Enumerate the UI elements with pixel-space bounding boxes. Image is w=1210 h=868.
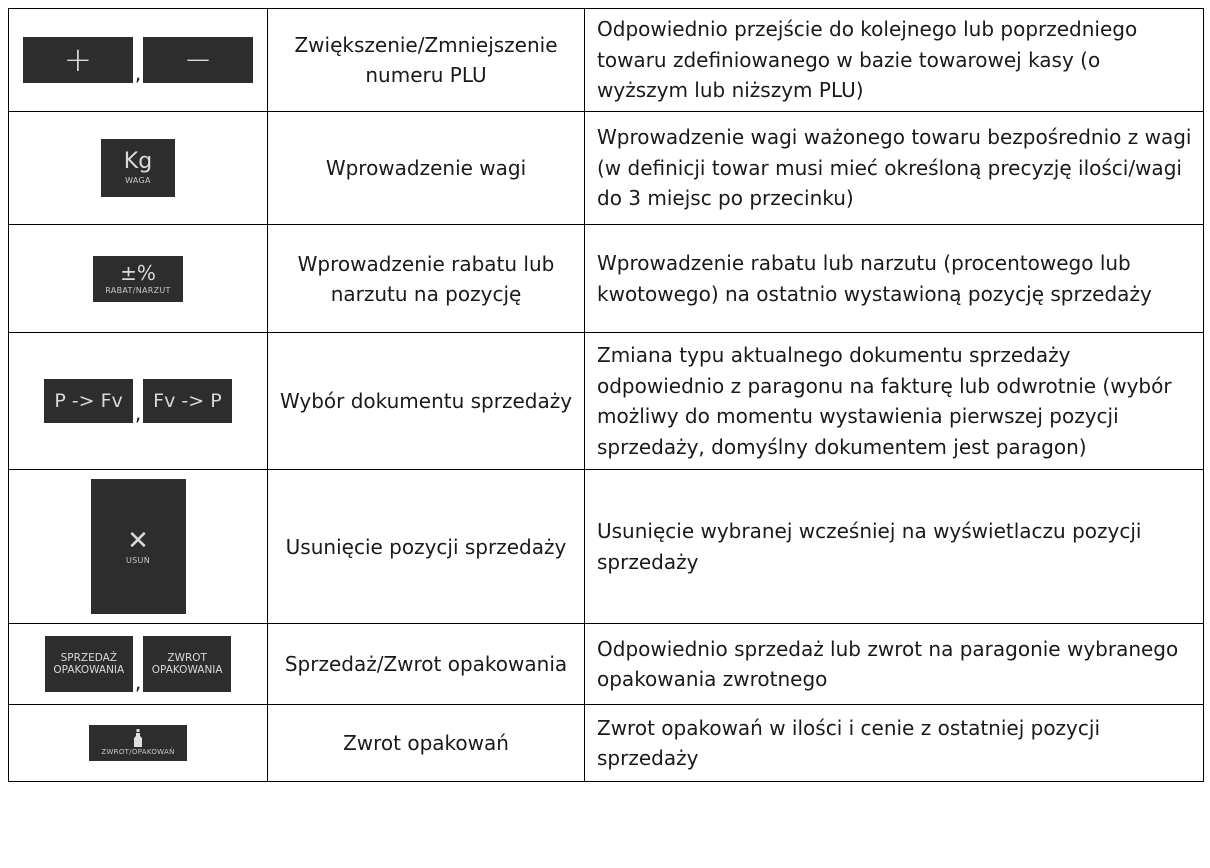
table-row xyxy=(9,112,1204,225)
packages-return-sublabel: ZWROT/OPAKOWAŃ xyxy=(101,748,175,756)
function-cell: Wybór dokumentu sprzedaży xyxy=(268,333,585,470)
table-row xyxy=(9,705,1204,782)
key-cell xyxy=(9,225,268,333)
key-cell xyxy=(9,112,268,225)
invoice-to-receipt-key[interactable]: Fv -> P xyxy=(143,379,232,423)
description-cell: Wprowadzenie wagi ważonego towaru bezpośrednio z wagi (w definicji towar musi mieć określoną precyzję ilości/wagi do 3 miejsc po przecinku) xyxy=(585,112,1204,225)
key-separator: , xyxy=(134,61,142,85)
table-row xyxy=(9,333,1204,470)
return-package-line1: ZWROT xyxy=(167,652,207,664)
description-cell: Odpowiednio sprzedaż lub zwrot na paragonie wybranego opakowania zwrotnego xyxy=(585,624,1204,705)
bottle-icon xyxy=(133,729,143,747)
function-cell: Usunięcie pozycji sprzedaży xyxy=(268,470,585,624)
key-cell xyxy=(9,9,268,112)
delete-key-sublabel: USUŃ xyxy=(126,555,150,565)
key-functions-table xyxy=(8,8,1204,782)
return-package-key[interactable] xyxy=(143,636,231,692)
table-row xyxy=(9,225,1204,333)
function-cell: Zwrot opakowań xyxy=(268,705,585,782)
close-icon: ✕ xyxy=(127,525,149,556)
function-cell: Wprowadzenie wagi xyxy=(268,112,585,225)
minus-key[interactable] xyxy=(143,37,253,83)
description-cell: Wprowadzenie rabatu lub narzutu (procentowego lub kwotowego) na ostatnio wystawioną pozycję sprzedaży xyxy=(585,225,1204,333)
receipt-to-invoice-key[interactable]: P -> Fv xyxy=(44,379,133,423)
table-row xyxy=(9,470,1204,624)
function-cell: Sprzedaż/Zwrot opakowania xyxy=(268,624,585,705)
return-package-line2: OPAKOWANIA xyxy=(151,664,223,676)
sell-package-line2: OPAKOWANIA xyxy=(53,664,125,676)
key-cell xyxy=(9,624,268,705)
description-cell: Odpowiednio przejście do kolejnego lub poprzedniego towaru zdefiniowanego w bazie towarowej kasy (o wyższym lub niższym PLU) xyxy=(585,9,1204,112)
sell-package-key[interactable] xyxy=(45,636,133,692)
weight-key[interactable] xyxy=(101,139,175,197)
key-separator: , xyxy=(134,401,142,425)
key-cell xyxy=(9,705,268,782)
description-cell: Zwrot opakowań w ilości i cenie z ostatniej pozycji sprzedaży xyxy=(585,705,1204,782)
discount-key[interactable] xyxy=(93,256,183,302)
plus-key[interactable] xyxy=(23,37,133,83)
delete-key[interactable] xyxy=(91,479,186,614)
key-separator: , xyxy=(134,670,142,694)
description-cell: Usunięcie wybranej wcześniej na wyświetlaczu pozycji sprzedaży xyxy=(585,470,1204,624)
table-row xyxy=(9,624,1204,705)
discount-key-sublabel: RABAT/NARZUT xyxy=(105,285,171,295)
function-cell: Wprowadzenie rabatu lub narzutu na pozycję xyxy=(268,225,585,333)
weight-key-glyph: Kg xyxy=(123,149,153,174)
description-cell: Zmiana typu aktualnego dokumentu sprzedaży odpowiednio z paragonu na fakturę lub odwrotnie (wybór możliwy do momentu wystawienia pierwszej pozycji sprzedaży, domyślny dokumentem jest paragon) xyxy=(585,333,1204,470)
key-cell xyxy=(9,470,268,624)
packages-return-key[interactable] xyxy=(89,725,187,761)
sell-package-line1: SPRZEDAŻ xyxy=(60,652,118,664)
key-cell xyxy=(9,333,268,470)
function-cell: Zwiększenie/Zmniejszenie numeru PLU xyxy=(268,9,585,112)
plus-icon: + xyxy=(63,40,93,80)
weight-key-sublabel: WAGA xyxy=(125,176,151,185)
percent-icon: ±% xyxy=(120,260,156,285)
table-row xyxy=(9,9,1204,112)
minus-icon: − xyxy=(183,40,213,80)
